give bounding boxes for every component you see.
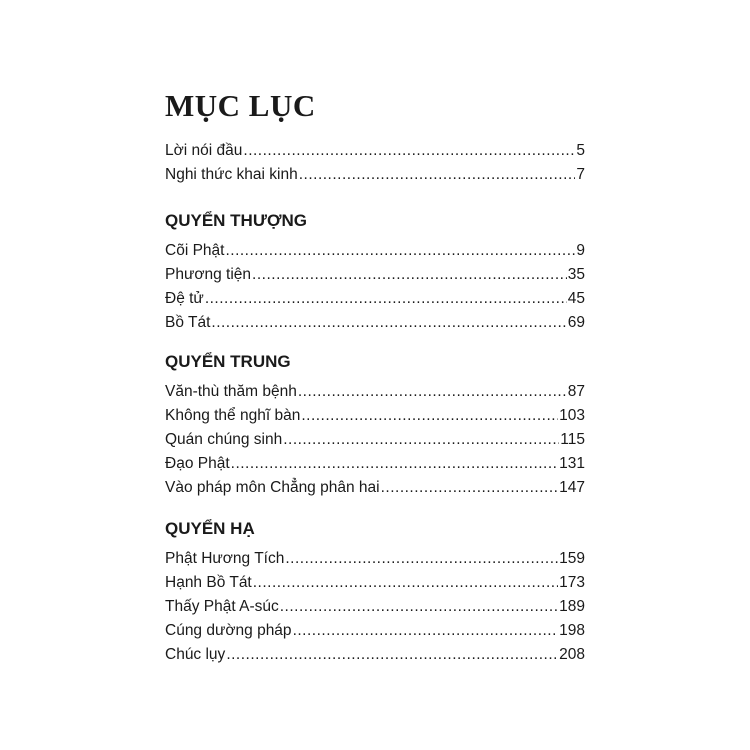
dot-leader <box>381 476 559 500</box>
toc-intro <box>165 139 585 187</box>
toc-entry-page: 5 <box>576 142 585 159</box>
toc-entry-label: Không thể nghĩ bàn <box>165 407 301 424</box>
toc-entry[interactable] <box>165 263 585 287</box>
toc-section-quyen-ha <box>165 519 585 667</box>
toc-section-quyen-thuong <box>165 211 585 335</box>
toc-entry[interactable] <box>165 595 585 619</box>
page-title: MỤC LỤC <box>165 88 316 123</box>
dot-leader <box>280 595 558 619</box>
toc-entry-page: 173 <box>559 574 585 591</box>
toc-entry-page: 87 <box>567 383 585 400</box>
toc-entry-label: Đạo Phật <box>165 455 230 472</box>
toc-entry-page: 208 <box>559 646 585 663</box>
toc-entry[interactable] <box>165 139 585 163</box>
toc-entry-page: 131 <box>559 455 585 472</box>
toc-entry-label: Nghi thức khai kinh <box>165 166 298 183</box>
toc-entry-label: Bồ Tát <box>165 314 211 331</box>
toc-entry-label: Chúc lụy <box>165 646 226 663</box>
toc-entry-label: Phật Hương Tích <box>165 550 285 567</box>
toc-entry[interactable] <box>165 547 585 571</box>
dot-leader <box>298 380 567 404</box>
toc-entry-page: 189 <box>559 598 585 615</box>
toc-entry[interactable] <box>165 643 585 667</box>
toc-entry-label: Lời nói đầu <box>165 142 243 159</box>
toc-entry-label: Văn-thù thăm bệnh <box>165 383 297 400</box>
toc-entry[interactable] <box>165 428 585 452</box>
toc-entry-page: 115 <box>560 431 585 448</box>
toc-entry-page: 45 <box>567 290 585 307</box>
dot-leader <box>253 571 558 595</box>
dot-leader <box>283 428 559 452</box>
toc-entry-page: 7 <box>576 166 585 183</box>
toc-entry-page: 69 <box>567 314 585 331</box>
dot-leader <box>211 311 566 335</box>
toc-entry-page: 103 <box>559 407 585 424</box>
toc-entry-label: Cõi Phật <box>165 242 225 259</box>
toc-entry-page: 147 <box>559 479 585 496</box>
toc-entry[interactable] <box>165 619 585 643</box>
toc-entry-page: 9 <box>576 242 585 259</box>
dot-leader <box>226 643 558 667</box>
section-heading: QUYỂN THƯỢNG <box>165 211 307 230</box>
dot-leader <box>301 404 558 428</box>
toc-entry[interactable] <box>165 311 585 335</box>
dot-leader <box>243 139 575 163</box>
toc-entry-page: 198 <box>559 622 585 639</box>
toc-entry[interactable] <box>165 452 585 476</box>
toc-section-quyen-trung <box>165 352 585 500</box>
toc-entry-label: Hạnh Bồ Tát <box>165 574 252 591</box>
toc-entry[interactable] <box>165 571 585 595</box>
dot-leader <box>285 547 558 571</box>
dot-leader <box>293 619 559 643</box>
toc-entry-label: Phương tiện <box>165 266 252 283</box>
toc-entry-label: Quán chúng sinh <box>165 431 283 448</box>
toc-entry[interactable] <box>165 380 585 404</box>
toc-entry-page: 35 <box>567 266 585 283</box>
toc-entry-page: 159 <box>559 550 585 567</box>
dot-leader <box>252 263 567 287</box>
toc-entry[interactable] <box>165 239 585 263</box>
toc-entry[interactable] <box>165 476 585 500</box>
dot-leader <box>205 287 567 311</box>
toc-entry-label: Đệ tử <box>165 290 204 307</box>
section-heading: QUYỂN TRUNG <box>165 352 291 371</box>
toc-entry-label: Cúng dường pháp <box>165 622 292 639</box>
dot-leader <box>299 163 576 187</box>
dot-leader <box>225 239 575 263</box>
toc-entry[interactable] <box>165 163 585 187</box>
toc-entry-label: Thấy Phật A-súc <box>165 598 279 615</box>
toc-entry-label: Vào pháp môn Chẳng phân hai <box>165 479 380 496</box>
section-heading: QUYỂN HẠ <box>165 519 255 538</box>
dot-leader <box>231 452 558 476</box>
toc-entry[interactable] <box>165 287 585 311</box>
toc-entry[interactable] <box>165 404 585 428</box>
